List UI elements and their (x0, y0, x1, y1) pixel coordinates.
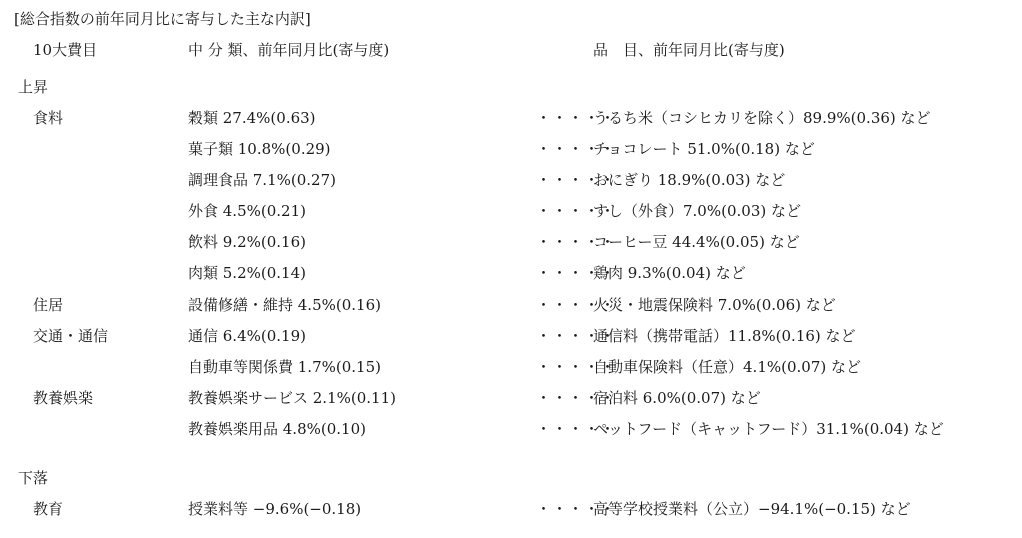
row-leader-dots: ・・・・・ (536, 171, 617, 189)
table-row (0, 169, 1022, 193)
table-row (0, 387, 1022, 411)
row-item: うるち米（コシヒカリを除く）89.9%(0.36) など (593, 109, 931, 127)
table-row (0, 356, 1022, 380)
row-middle: 通信 6.4%(0.19) (188, 327, 306, 345)
row-item: 鶏肉 9.3%(0.04) など (593, 264, 746, 282)
row-leader-dots: ・・・・・ (536, 327, 617, 345)
row-item: チョコレート 51.0%(0.18) など (593, 140, 815, 158)
row-item: すし（外食）7.0%(0.03) など (593, 202, 801, 220)
row-middle: 外食 4.5%(0.21) (188, 202, 306, 220)
table-row (0, 325, 1022, 349)
row-middle: 飲料 9.2%(0.16) (188, 233, 306, 251)
row-item: 火災・地震保険料 7.0%(0.06) など (593, 296, 836, 314)
row-leader-dots: ・・・・・ (536, 109, 617, 127)
row-middle: 自動車等関係費 1.7%(0.15) (188, 358, 381, 376)
section-label-down: 下落 (18, 469, 49, 487)
header-item: 品 目、前年同月比(寄与度) (593, 41, 785, 59)
row-item: 高等学校授業料（公立）−94.1%(−0.15) など (593, 500, 911, 518)
row-item: 宿泊料 6.0%(0.07) など (593, 389, 761, 407)
row-middle: 授業料等 −9.6%(−0.18) (188, 500, 362, 518)
row-category: 交通・通信 (33, 327, 109, 345)
row-middle: 穀類 27.4%(0.63) (188, 109, 316, 127)
table-row (0, 498, 1022, 522)
table-row (0, 107, 1022, 131)
row-middle: 設備修繕・維持 4.5%(0.16) (188, 296, 381, 314)
row-item: 自動車保険料（任意）4.1%(0.07) など (593, 358, 861, 376)
header-middle-classification: 中 分 類、前年同月比(寄与度) (188, 41, 390, 59)
row-item: コーヒー豆 44.4%(0.05) など (593, 233, 800, 251)
table-row (0, 294, 1022, 318)
row-leader-dots: ・・・・・ (536, 389, 617, 407)
section-label-up: 上昇 (18, 78, 49, 96)
row-item: 通信料（携帯電話）11.8%(0.16) など (593, 327, 856, 345)
row-leader-dots: ・・・・・ (536, 500, 617, 518)
table-row (0, 231, 1022, 255)
table-row (0, 418, 1022, 442)
row-middle: 教養娯楽サービス 2.1%(0.11) (188, 389, 396, 407)
row-item: おにぎり 18.9%(0.03) など (593, 171, 786, 189)
row-item: ペットフード（キャットフード）31.1%(0.04) など (593, 420, 944, 438)
row-leader-dots: ・・・・・ (536, 202, 617, 220)
table-row (0, 262, 1022, 286)
row-leader-dots: ・・・・・ (536, 140, 617, 158)
row-leader-dots: ・・・・・ (536, 233, 617, 251)
row-leader-dots: ・・・・・ (536, 358, 617, 376)
header-category: 10大費目 (33, 41, 98, 59)
table-row (0, 138, 1022, 162)
row-category: 教育 (33, 500, 64, 518)
row-middle: 菓子類 10.8%(0.29) (188, 140, 331, 158)
row-leader-dots: ・・・・・ (536, 420, 617, 438)
row-category: 食料 (33, 109, 64, 127)
row-category: 住居 (33, 296, 64, 314)
row-category: 教養娯楽 (33, 389, 94, 407)
row-middle: 教養娯楽用品 4.8%(0.10) (188, 420, 366, 438)
row-leader-dots: ・・・・・ (536, 296, 617, 314)
row-leader-dots: ・・・・・ (536, 264, 617, 282)
row-middle: 肉類 5.2%(0.14) (188, 264, 306, 282)
row-middle: 調理食品 7.1%(0.27) (188, 171, 336, 189)
document-title: [総合指数の前年同月比に寄与した主な内訳] (14, 10, 311, 28)
table-row (0, 200, 1022, 224)
